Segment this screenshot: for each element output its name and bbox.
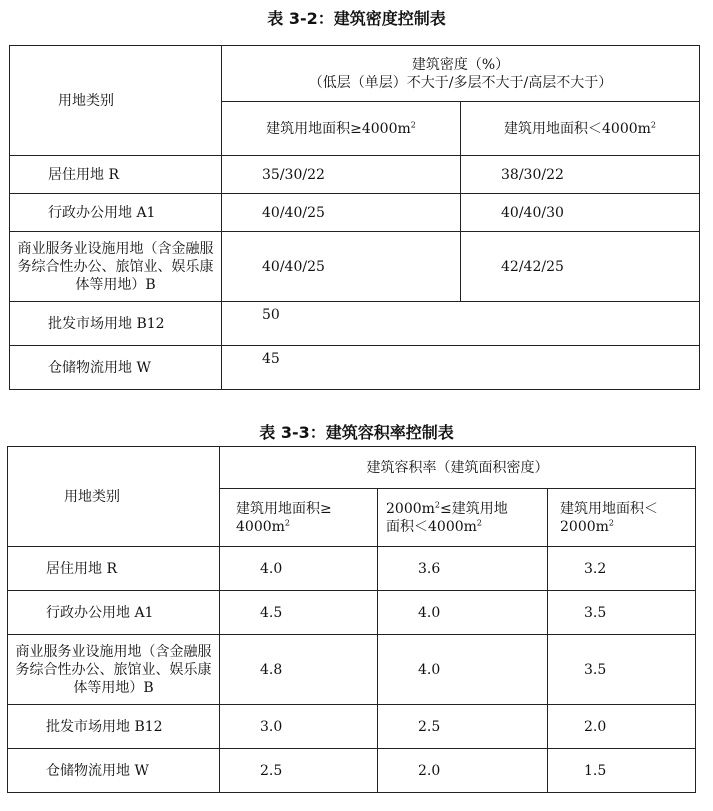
table-row [10,302,700,346]
cell-value: 3.5 [548,591,696,635]
cell-value: 38/30/22 [461,156,700,194]
cell-value: 4.0 [378,591,548,635]
table-row [10,156,700,194]
cell-value: 42/42/25 [461,232,700,302]
cell-value-merged: 45 [222,346,700,390]
header-area-lt-2000: 建筑用地面积＜ $2000m^2$ [548,489,696,547]
cell-value: 1.5 [548,749,696,793]
cell-value: 40/40/25 [222,232,461,302]
header-far-group: 建筑容积率（建筑面积密度） [220,447,696,489]
header-area-2000-4000: $2000m^2\le$建筑用地 面积$<4000m^2$ [378,489,548,547]
table-row [8,705,696,749]
cell-value: 2.0 [378,749,548,793]
cell-value: 4.8 [220,635,378,705]
cell-value: 3.0 [220,705,378,749]
row-category: 商业服务业设施用地（含金融服务综合性办公、旅馆业、娱乐康体等用地）B [10,232,222,302]
row-category: 批发市场用地 B12 [8,705,220,749]
table-row [10,232,700,302]
cell-value: 2.5 [220,749,378,793]
row-category: 仓储物流用地 W [8,749,220,793]
cell-value: 4.5 [220,591,378,635]
row-category: 居住用地 R [10,156,222,194]
table-row [8,635,696,705]
table-row [8,591,696,635]
cell-value: 40/40/25 [222,194,461,232]
cell-value: 3.6 [378,547,548,591]
table-row [8,749,696,793]
row-category: 仓储物流用地 W [10,346,222,390]
header-density-group: 建筑密度（%） （低层（单层）不大于/多层不大于/高层不大于） [222,46,700,102]
table2-caption: 表 3-3：建筑容积率控制表 [259,423,454,442]
cell-value: 3.2 [548,547,696,591]
table1-caption: 表 3-2：建筑密度控制表 [267,9,446,28]
table-row [8,547,696,591]
row-category: 批发市场用地 B12 [10,302,222,346]
header-area-ge-4000: 建筑用地面积$\ge 4000m^2$ [222,102,461,156]
row-category: 行政办公用地 A1 [10,194,222,232]
cell-value: 3.5 [548,635,696,705]
cell-value: 4.0 [220,547,378,591]
table-row [10,346,700,390]
row-category: 居住用地 R [8,547,220,591]
header-area-ge-4000: 建筑用地面积≥ $4000m^2$ [220,489,378,547]
cell-value: 4.0 [378,635,548,705]
header-area-lt-4000: 建筑用地面积$<4000m^2$ [461,102,700,156]
cell-value: 35/30/22 [222,156,461,194]
cell-value-merged: 50 [222,302,700,346]
header-category: 用地类别 [10,46,222,156]
header-category: 用地类别 [8,447,220,547]
building-density-table [9,45,700,390]
table-row [10,194,700,232]
cell-value: 2.0 [548,705,696,749]
row-category: 商业服务业设施用地（含金融服务综合性办公、旅馆业、娱乐康体等用地）B [8,635,220,705]
row-category: 行政办公用地 A1 [8,591,220,635]
cell-value: 40/40/30 [461,194,700,232]
floor-area-ratio-table [7,446,696,793]
cell-value: 2.5 [378,705,548,749]
